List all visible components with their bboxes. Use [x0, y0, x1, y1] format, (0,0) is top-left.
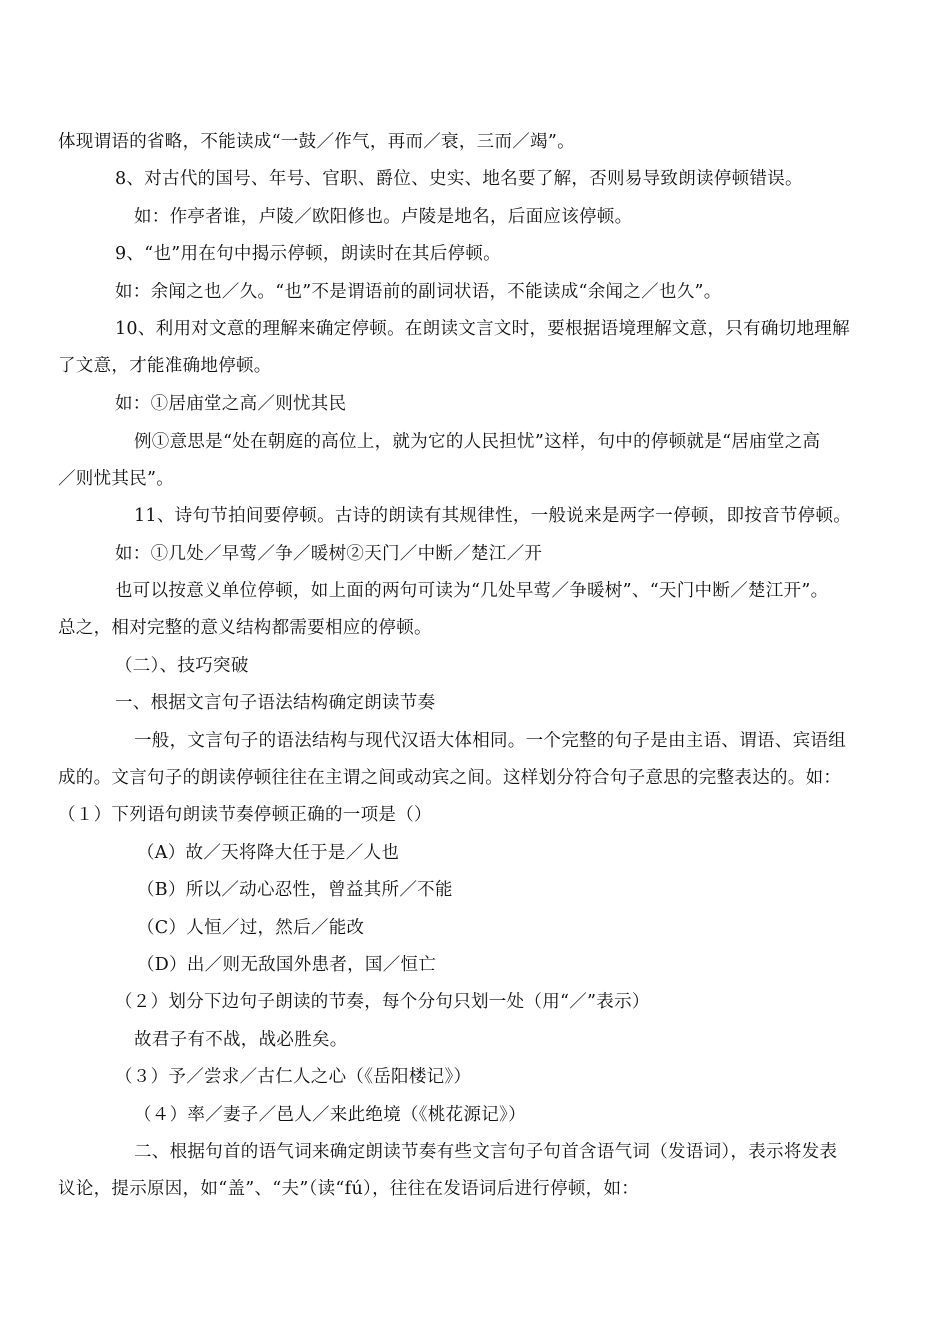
text-line: 议论，提示原因，如“盖”、“夫”（读“fú），往往在发语词后进行停顿，如： — [58, 1179, 640, 1199]
text-line: 10、利用对文意的理解来确定停顿。在朗读文言文时，要根据语境理解文意，只有确切地理解 — [115, 319, 850, 339]
question-line: （２）划分下边句子朗读的节奏，每个分句只划一处（用“／”表示） — [115, 992, 650, 1012]
subsection-heading: 一、根据文言句子语法结构确定朗读节奏 — [115, 693, 436, 713]
section-heading: （二）、技巧突破 — [115, 656, 249, 676]
text-line: 也可以按意义单位停顿，如上面的两句可读为“几处早莺／争暖树”、“天门中断／楚江开”。 — [115, 581, 829, 601]
question-line: （４）率／妻子／邑人／来此绝境（《桃花源记》） — [134, 1105, 526, 1125]
subsection-heading: 二、根据句首的语气词来确定朗读节奏有些文言句子句首含语气词（发语词），表示将发表 — [134, 1142, 838, 1162]
text-line: 总之，相对完整的意义结构都需要相应的停顿。 — [58, 618, 432, 638]
text-line: 9、“也”用在句中揭示停顿，朗读时在其后停顿。 — [115, 244, 501, 264]
text-line: 如：作亭者谁，卢陵／欧阳修也。卢陵是地名，后面应该停顿。 — [134, 207, 633, 227]
option-a: （A）故／天将降大任于是／人也 — [137, 843, 400, 863]
text-line: 11、诗句节拍间要停顿。古诗的朗读有其规律性，一般说来是两字一停顿，即按音节停顿。 — [134, 506, 852, 526]
text-line: ／则忧其民”。 — [58, 469, 175, 489]
question-line: （１）下列语句朗读节奏停顿正确的一项是（） — [58, 805, 432, 825]
text-line: 例①意思是“处在朝庭的高位上，就为它的人民担忧”这样，句中的停顿就是“居庙堂之高 — [134, 432, 821, 452]
text-line: 故君子有不战，战必胜矣。 — [134, 1030, 348, 1050]
option-c: （C）人恒／过，然后／能改 — [137, 918, 365, 938]
text-line: 一般，文言句子的语法结构与现代汉语大体相同。一个完整的句子是由主语、谓语、宾语组 — [134, 731, 846, 751]
question-line: （３）予／尝求／古仁人之心（《岳阳楼记》） — [115, 1067, 472, 1087]
text-line: 如：余闻之也／久。“也”不是谓语前的副词状语，不能读成“余闻之／也久”。 — [115, 282, 722, 302]
text-line: 体现谓语的省略，不能读成“一鼓／作气，再而／衰，三而／竭”。 — [58, 132, 575, 152]
text-line: 了文意，才能准确地停顿。 — [58, 356, 272, 376]
text-line: 成的。文言句子的朗读停顿往往在主谓之间或动宾之间。这样划分符合句子意思的完整表达的。如： — [58, 768, 842, 788]
option-d: （D）出／则无敌国外患者，国／恒亡 — [137, 955, 437, 975]
text-line: 8、对古代的国号、年号、官职、爵位、史实、地名要了解，否则易导致朗读停顿错误。 — [115, 169, 803, 189]
option-b: （B）所以／动心忍性，曾益其所／不能 — [137, 880, 453, 900]
text-line: 如：①居庙堂之高／则忧其民 — [115, 394, 347, 414]
text-line: 如：①几处／早莺／争／暖树②天门／中断／楚江／开 — [115, 544, 543, 564]
